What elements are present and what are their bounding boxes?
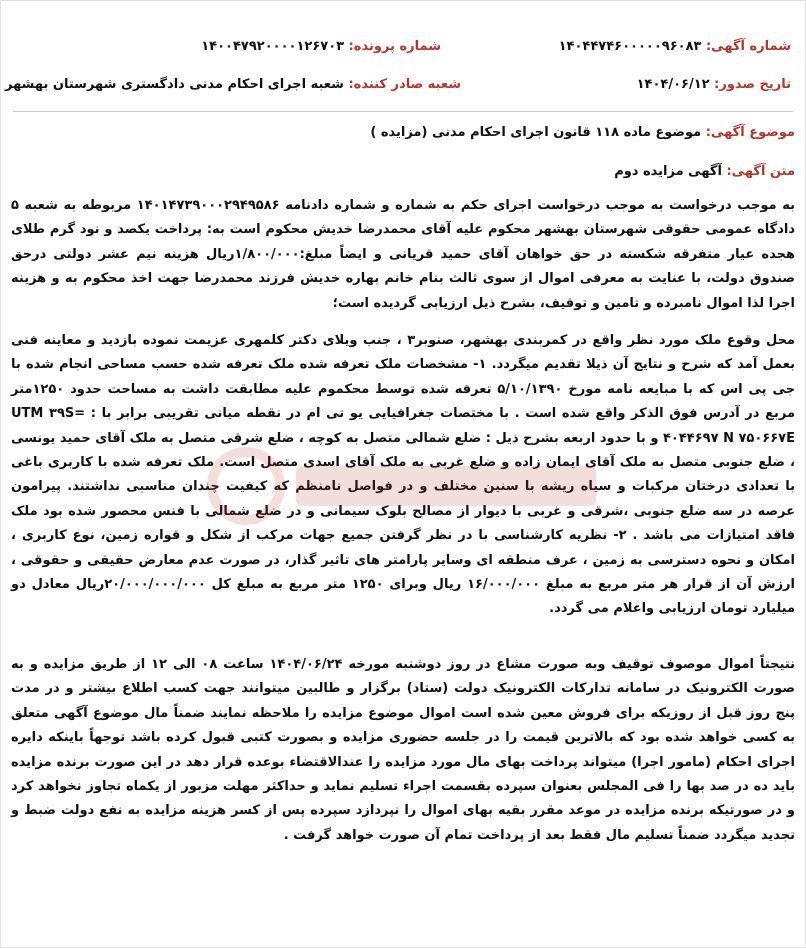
header-divider xyxy=(13,111,793,112)
subject-value: موضوع ماده ۱۱۸ قانون اجرای احکام مدنی (مزایده ) xyxy=(370,125,702,140)
issuer-label: شعبه صادر کننده: xyxy=(348,77,461,92)
ad-number xyxy=(559,39,791,54)
paragraph-property-details: محل وقوع ملک مورد نظر واقع در کمربندی بهشهر، صنوبر۳ ، جنب ویلای دکتر کلمهری عزیمت نموده بازدید و معاینه فنی بعمل آمد که شرح و نتایج آن ذیلا تقدیم میگردد. ۱- مشخصات ملک تعرفه شده ملک تعرفه شده حسب مساحی انجام شده با جی پی اس که با مبایعه نامه مورخ ۵/۱۰/۱۳۹۰ تعرفه شده توسط محکموم علیه مطابقت داشت به مساحت حدود ۱۲۵۰متر مربع در آدرس فوق الذکر واقع شده است . با مختصات جغرافیایی یو تی ام در نقطه میانی تقریبی برابر با : =UTM ۳۹S ۴۰۴۴۶۹۷ N ۷۵۰۶۶۷E و با حدود اربعه بشرح ذیل : ضلع شمالی متصل به کوچه ، ضلع شرقی متصل به ملک آقای حمید یونسی ، ضلع جنوبی متصل به ملک آقای ایمان زاده و ضلع غربی به ملک آقای اسدی متصل است. ملک تعرفه شده با کاربری باغی با تعدادی درختان مرکبات و سیاه ریشه با سنین مختلف و در فواصل نامنظم که کیفیت چندان مناسبی نداشتند. پیرامون عرصه در سه ضلع جنوبی ،شرقی و غربی با دیوار از مصالح بلوک سیمانی و در ضلع شمالی با فنس محصور شده بود ملک فاقد امتیازات می باشد . ۲- نظریه کارشناسی با در نظر گرفتن جمیع جهات مرکب از شکل و قواره زمین، نوع کاربری ، امکان و نحوه دسترسی به زمین ، عرف منطقه ای وسایر پارامتر های تاثیر گذار، در صورت عدم معارض حقیقی و حقوقی ، ارزش آن از قرار هر متر مربع به مبلغ ۱۶/۰۰۰/۰۰۰ ریال وبرای ۱۲۵۰ متر مربع به مبلغ کل ۲۰/۰۰۰/۰۰۰/۰۰۰ریال معادل دو میلیارد تومان ارزیابی واعلام می گردد. xyxy=(11,333,796,617)
case-number-label: شماره پرونده: xyxy=(348,39,441,54)
issue-date-value: ۱۴۰۴/۰۶/۱۲ xyxy=(636,77,710,92)
subject-label: موضوع آگهی: xyxy=(705,125,795,140)
body-title-label: متن آگهی: xyxy=(726,164,795,179)
issuer xyxy=(5,77,461,92)
paragraph-intro: به موجب درخواست به موجب درخواست اجرای حکم به شماره و شماره دادنامه ۱۴۰۱۴۷۳۹۰۰۰۲۹۴۹۵۸۶ مربوطه به شعبه ۵ دادگاه عمومی حقوقی شهرستان بهشهر محکوم علیه آقای محمدرضا خدیش محکوم است به: پرداخت یکصد و نود گرم طلای هجده عیار متفرقه شکسته در حق خواهان آقای حمید قریانی و ایضاً مبلغ:۱/۸۰۰/۰۰۰ریال هزینه نیم عشر دولتی درحق صندوق دولت، با عنایت به معرفی اموال از سوی ثالث بنام خانم بهاره خدیش فرزند محمدرضا جهت اخذ محکوم به و هزینه اجرا لذا اموال نامبرده و تامین و توقیف، بشرح ذیل ارزیابی گردیده است؛ xyxy=(11,198,795,311)
issue-date-label: تاریخ صدور: xyxy=(714,77,791,92)
case-number-value: ۱۴۰۰۴۷۹۲۰۰۰۰۱۲۶۷۰۳ xyxy=(201,39,345,54)
subject-row xyxy=(370,125,795,140)
case-number xyxy=(201,39,441,54)
ad-number-value: ۱۴۰۴۴۷۴۶۰۰۰۰۰۹۶۰۸۳ xyxy=(558,39,702,54)
body-title-row xyxy=(614,164,795,179)
body-title-value: آگهی مزایده دوم xyxy=(614,164,722,179)
paragraph-auction-terms: نتیجتاً اموال موصوف توقیف وبه صورت مشاع در روز دوشنبه مورخه ۱۴۰۴/۰۶/۲۴ ساعت ۰۸ الی ۱۲ از طریق مزایده و به صورت الکترونیک در سامانه تدارکات الکترونیک دولت (ستاد) برگزار و طالبین میتوانند جهت کسب اطلاع بیشتر و در مدت پنج روز قبل از روزیکه برای فروش معین شده است اموال موضوع مزایده را ملاحظه نمایند ضمناً مال موضوع آگهی متعلق به کسی خواهد شده بود که بالاترین قیمت را در جلسه حضوری مزایده و بصورت کتبی قبول کرده باشد توجهاً باینکه دایره اجرای احکام (مامور اجرا) میتواند پرداخت بهای مال مورد مزایده را عندالاقتضاء بوعده قرار دهد در این صورت برنده مزایده باید ده در صد بها را فی المجلس بعنوان سپرده بقسمت اجراء تسلیم نماید و حداکثر مهلت مزبور از یکماه تجاوز نخواهد کرد و در صورتیکه برنده مزایده در موعد مقرر بقیه بهای اموال را نپردازد سپرده پس از کسر هزینه مزایده به نفع دولت ضبط و تجدید میگردد ضمناً تسلیم مال فقط بعد از پرداخت تمام آن صورت خواهد گرفت . xyxy=(11,657,796,843)
issuer-value: شعبه اجرای احکام مدنی دادگستری شهرستان بهشهر xyxy=(5,77,344,92)
ad-number-label: شماره آگهی: xyxy=(705,39,791,54)
issue-date xyxy=(637,77,791,92)
